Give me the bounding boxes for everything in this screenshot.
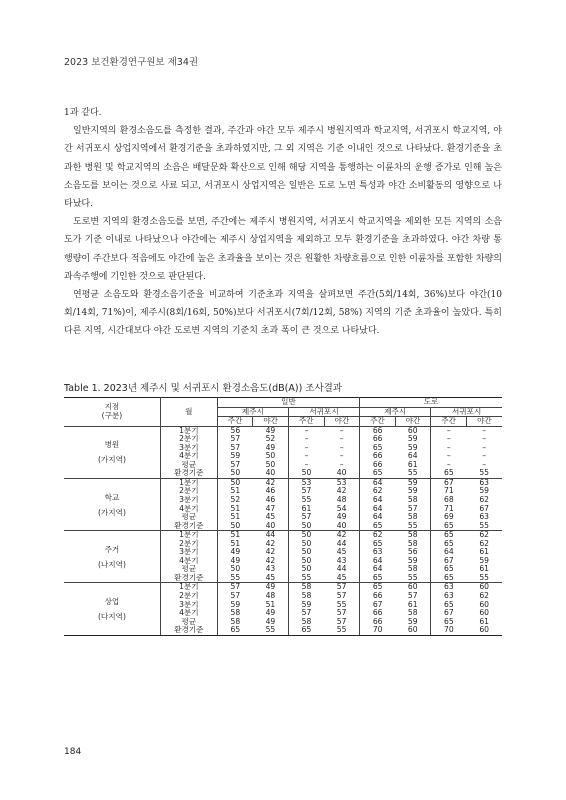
value-cell: 50 xyxy=(230,468,241,478)
value-cell: 51 xyxy=(217,531,253,540)
value-cell: 43 xyxy=(324,557,360,566)
value-cell: – xyxy=(304,442,309,452)
value-cell: 62 xyxy=(479,538,490,548)
value-cell: – xyxy=(324,435,360,444)
value-cell: 63 xyxy=(479,512,490,522)
value-cell: 50 xyxy=(230,564,241,574)
value-cell: 59 xyxy=(395,478,431,487)
region-name: 주거 xyxy=(104,544,120,554)
value-cell: – xyxy=(324,452,360,461)
value-cell: – xyxy=(466,426,502,435)
value-cell: 50 xyxy=(301,538,312,548)
value-cell: 49 xyxy=(253,609,289,618)
road-jeju-header: 제주시 xyxy=(360,407,431,417)
value-cell: 63 xyxy=(431,583,467,592)
value-cell: 67 xyxy=(479,503,490,513)
value-cell: 67 xyxy=(443,608,454,618)
value-cell: 55 xyxy=(479,572,490,582)
period-cell: 환경기준 xyxy=(160,522,217,531)
value-cell: 57 xyxy=(301,608,312,618)
value-cell: 57 xyxy=(301,512,312,522)
value-cell: 65 xyxy=(443,599,454,609)
period-cell: 4분기 xyxy=(160,557,217,566)
value-cell: 40 xyxy=(324,522,360,531)
value-cell: 42 xyxy=(253,548,289,557)
day-header: 주간 xyxy=(431,417,467,427)
value-cell: 53 xyxy=(288,478,324,487)
period-cell: 평균 xyxy=(160,513,217,522)
value-cell: 65 xyxy=(360,583,396,592)
value-cell: 55 xyxy=(479,468,490,478)
region-sub: (가지역) xyxy=(97,455,126,465)
value-cell: 55 xyxy=(324,601,360,610)
value-cell: 49 xyxy=(253,444,289,453)
value-cell: 64 xyxy=(360,478,396,487)
value-cell: 42 xyxy=(253,540,289,549)
value-cell: 53 xyxy=(324,478,360,487)
value-cell: 55 xyxy=(324,626,360,635)
value-cell: 60 xyxy=(395,426,431,435)
night-header: 야간 xyxy=(324,417,360,427)
value-cell: 59 xyxy=(230,451,241,461)
region-cell xyxy=(64,583,160,635)
value-cell: 65 xyxy=(372,520,383,530)
period-cell: 3분기 xyxy=(160,601,217,610)
period-cell: 평균 xyxy=(160,565,217,574)
value-cell: – xyxy=(482,434,487,444)
value-cell: 55 xyxy=(301,495,312,505)
period-cell: 2분기 xyxy=(160,487,217,496)
value-cell: 57 xyxy=(324,609,360,618)
paragraph: 연평균 소음도와 환경소음기준을 비교하여 기준초과 지역을 살펴보면 주간(5회/14회, 36%)보다 야간(10회/14회, 71%)이, 제주시(8회/16회, 50%)보다 서귀포시(7회/12회, 58%) 지역의 기준 초과율이 높았다. 특히 다른 지역, 시간대보다 야간 도로변 지역의 기준치 초과 폭이 큰 것으로 나타났다. xyxy=(64,290,502,337)
day-header: 주간 xyxy=(288,417,324,427)
period-cell: 평균 xyxy=(160,618,217,627)
value-cell: 58 xyxy=(395,513,431,522)
value-cell: 50 xyxy=(301,555,312,565)
region-sub: (다지역) xyxy=(97,612,126,622)
value-cell: 42 xyxy=(324,487,360,496)
period-cell: 4분기 xyxy=(160,505,217,514)
value-cell: 66 xyxy=(372,451,383,461)
value-cell: 50 xyxy=(301,564,312,574)
period-cell: 환경기준 xyxy=(160,574,217,583)
value-cell: – xyxy=(431,426,467,435)
value-cell: 64 xyxy=(395,452,431,461)
value-cell: 60 xyxy=(479,599,490,609)
value-cell: – xyxy=(482,442,487,452)
value-cell: 49 xyxy=(230,547,241,557)
period-cell: 1분기 xyxy=(160,531,217,540)
value-cell: 65 xyxy=(443,538,454,548)
value-cell: 64 xyxy=(372,512,383,522)
value-cell: 47 xyxy=(253,505,289,514)
value-cell: 57 xyxy=(395,505,431,514)
value-cell: 65 xyxy=(372,468,383,478)
value-cell: 59 xyxy=(230,599,241,609)
value-cell: 51 xyxy=(253,601,289,610)
general-header: 일반 xyxy=(217,398,359,408)
value-cell: 42 xyxy=(253,557,289,566)
value-cell: 51 xyxy=(230,538,241,548)
value-cell: 65 xyxy=(443,468,454,478)
value-cell: 58 xyxy=(230,616,241,626)
table-row xyxy=(64,426,502,435)
value-cell: 67 xyxy=(431,478,467,487)
value-cell: 50 xyxy=(217,478,253,487)
value-cell: – xyxy=(324,426,360,435)
value-cell: 49 xyxy=(324,513,360,522)
value-cell: 57 xyxy=(230,442,241,452)
value-cell: 55 xyxy=(301,572,312,582)
value-cell: 50 xyxy=(288,531,324,540)
value-cell: 59 xyxy=(301,599,312,609)
value-cell: 62 xyxy=(479,591,490,601)
period-cell: 평균 xyxy=(160,461,217,470)
value-cell: 65 xyxy=(372,572,383,582)
value-cell: 58 xyxy=(395,540,431,549)
value-cell: 58 xyxy=(301,591,312,601)
value-cell: 50 xyxy=(253,461,289,470)
period-cell: 3분기 xyxy=(160,548,217,557)
value-cell: 57 xyxy=(301,486,312,496)
value-cell: 65 xyxy=(443,564,454,574)
region-sub: (나지역) xyxy=(97,559,126,569)
general-seogwipo-header: 서귀포시 xyxy=(288,407,359,417)
running-header: 2023 보건환경연구원보 제34권 xyxy=(64,57,199,68)
value-cell: 54 xyxy=(324,505,360,514)
value-cell: 59 xyxy=(395,444,431,453)
value-cell: 55 xyxy=(230,572,241,582)
value-cell: 40 xyxy=(253,469,289,478)
month-header: 월 xyxy=(160,398,217,427)
value-cell: 62 xyxy=(372,486,383,496)
value-cell: 55 xyxy=(253,626,289,635)
value-cell: 44 xyxy=(253,531,289,540)
value-cell: 57 xyxy=(230,591,241,601)
day-header: 주간 xyxy=(360,417,396,427)
value-cell: 56 xyxy=(395,548,431,557)
period-cell: 1분기 xyxy=(160,426,217,435)
value-cell: 50 xyxy=(301,520,312,530)
value-cell: – xyxy=(446,442,451,452)
value-cell: 65 xyxy=(372,538,383,548)
night-header: 야간 xyxy=(466,417,502,427)
value-cell: 63 xyxy=(466,478,502,487)
value-cell: 58 xyxy=(395,496,431,505)
value-cell: 52 xyxy=(253,435,289,444)
value-cell: 44 xyxy=(324,565,360,574)
value-cell: 61 xyxy=(479,547,490,557)
value-cell: 70 xyxy=(431,626,467,635)
value-cell: 50 xyxy=(301,468,312,478)
value-cell: 63 xyxy=(443,591,454,601)
value-cell: 57 xyxy=(395,592,431,601)
value-cell: 68 xyxy=(443,495,454,505)
value-cell: 60 xyxy=(479,608,490,618)
period-cell: 1분기 xyxy=(160,583,217,592)
value-cell: 42 xyxy=(253,478,289,487)
region-header-label: 지점 xyxy=(104,402,120,412)
value-cell: 62 xyxy=(360,531,396,540)
value-cell: 55 xyxy=(395,469,431,478)
value-cell: 61 xyxy=(479,616,490,626)
value-cell: 71 xyxy=(443,486,454,496)
value-cell: 67 xyxy=(443,555,454,565)
value-cell: – xyxy=(304,434,309,444)
period-cell: 3분기 xyxy=(160,496,217,505)
period-cell: 4분기 xyxy=(160,452,217,461)
table-row xyxy=(64,531,502,540)
value-cell: 64 xyxy=(372,564,383,574)
value-cell: 49 xyxy=(230,555,241,565)
period-cell: 3분기 xyxy=(160,444,217,453)
value-cell: 66 xyxy=(372,591,383,601)
value-cell: 52 xyxy=(230,495,241,505)
value-cell: 50 xyxy=(230,520,241,530)
value-cell: 66 xyxy=(372,459,383,469)
region-sub: (가지역) xyxy=(97,507,126,517)
value-cell: 67 xyxy=(372,599,383,609)
period-cell: 4분기 xyxy=(160,609,217,618)
value-cell: 45 xyxy=(253,513,289,522)
value-cell: – xyxy=(304,451,309,461)
value-cell: 40 xyxy=(324,469,360,478)
table-row xyxy=(64,478,502,487)
value-cell: 57 xyxy=(324,618,360,627)
value-cell: 50 xyxy=(253,452,289,461)
night-header: 야간 xyxy=(253,417,289,427)
region-header-sub: (구분) xyxy=(101,410,123,420)
value-cell: 51 xyxy=(230,503,241,513)
value-cell: 57 xyxy=(230,434,241,444)
period-cell: 2분기 xyxy=(160,540,217,549)
value-cell: 65 xyxy=(431,531,467,540)
value-cell: 55 xyxy=(395,574,431,583)
value-cell: 45 xyxy=(253,574,289,583)
value-cell: 71 xyxy=(443,503,454,513)
value-cell: 64 xyxy=(372,555,383,565)
page-number: 184 xyxy=(64,747,82,757)
value-cell: – xyxy=(304,459,309,469)
value-cell: 64 xyxy=(372,503,383,513)
value-cell: 61 xyxy=(479,564,490,574)
general-jeju-header: 제주시 xyxy=(217,407,288,417)
region-name: 병원 xyxy=(104,440,120,450)
period-cell: 환경기준 xyxy=(160,626,217,635)
region-cell xyxy=(64,478,160,530)
value-cell: 46 xyxy=(253,496,289,505)
value-cell: 58 xyxy=(395,531,431,540)
value-cell: 66 xyxy=(372,434,383,444)
value-cell: – xyxy=(324,444,360,453)
value-cell: 60 xyxy=(466,583,502,592)
value-cell: 59 xyxy=(479,555,490,565)
value-cell: 65 xyxy=(443,520,454,530)
value-cell: 42 xyxy=(324,531,360,540)
value-cell: 66 xyxy=(360,426,396,435)
value-cell: 43 xyxy=(253,565,289,574)
period-cell: 2분기 xyxy=(160,435,217,444)
value-cell: 59 xyxy=(395,557,431,566)
value-cell: 61 xyxy=(301,503,312,513)
value-cell: – xyxy=(324,461,360,470)
region-cell xyxy=(64,426,160,478)
value-cell: 63 xyxy=(372,547,383,557)
value-cell: 69 xyxy=(443,512,454,522)
value-cell: 59 xyxy=(395,618,431,627)
value-cell: 55 xyxy=(395,522,431,531)
table-row xyxy=(64,583,502,592)
table-body xyxy=(64,426,502,635)
value-cell: 65 xyxy=(443,572,454,582)
road-seogwipo-header: 서귀포시 xyxy=(431,407,502,417)
value-cell: 61 xyxy=(395,461,431,470)
region-name: 학교 xyxy=(104,492,120,502)
noise-table xyxy=(64,397,502,636)
period-cell: 1분기 xyxy=(160,478,217,487)
value-cell: 62 xyxy=(479,495,490,505)
value-cell: 51 xyxy=(230,486,241,496)
value-cell: 65 xyxy=(288,626,324,635)
road-header: 도로 xyxy=(360,398,502,408)
day-header: 주간 xyxy=(217,417,253,427)
value-cell: 58 xyxy=(288,583,324,592)
value-cell: 49 xyxy=(253,583,289,592)
value-cell: 57 xyxy=(217,583,253,592)
value-cell: 57 xyxy=(324,592,360,601)
value-cell: 58 xyxy=(395,609,431,618)
value-cell: 57 xyxy=(324,583,360,592)
paragraph: 일반지역의 환경소음도를 측정한 결과, 주간과 야간 모두 제주시 병원지역과 학교지역, 서귀포시 학교지역, 야간 서귀포시 상업지역에서 환경기준을 초과하였지만, 그 외 지역은 기준 이내인 것으로 나타났다. 환경기준을 초과한 병원 및 학교지역의 소음은 배달문화 확산으로 인해 해당 지역을 통행하는 이륜차의 운행 증가로 인해 높은 소음도를 보이는 것으로 사료 되고, 서귀포시 상업지역은 일반은 도로 노면 특성과 야간 소비활동의 영향으로 나타났다. xyxy=(64,126,502,210)
value-cell: 58 xyxy=(395,565,431,574)
value-cell: 59 xyxy=(395,435,431,444)
region-header xyxy=(64,398,160,427)
value-cell: 59 xyxy=(395,487,431,496)
value-cell: 70 xyxy=(360,626,396,635)
night-header: 야간 xyxy=(395,417,431,427)
value-cell: 66 xyxy=(372,608,383,618)
value-cell: – xyxy=(446,459,451,469)
period-cell: 2분기 xyxy=(160,592,217,601)
value-cell: 65 xyxy=(217,626,253,635)
value-cell: 64 xyxy=(443,547,454,557)
value-cell: 45 xyxy=(324,574,360,583)
period-cell: 환경기준 xyxy=(160,469,217,478)
value-cell: 49 xyxy=(253,618,289,627)
value-cell: 55 xyxy=(479,520,490,530)
value-cell: 48 xyxy=(253,592,289,601)
table-caption: Table 1. 2023년 제주시 및 서귀포시 환경소음도(dB(A)) 조사결과 xyxy=(64,383,343,394)
paragraph: 도로변 지역의 환경소음도를 보면, 주간에는 제주시 병원지역, 서귀포시 학교지역을 제외한 모든 지역의 소음도가 기준 이내로 나타났으나 야간에는 제주시 상업지역을 제외하고 모두 환경기준을 초과하였다. 야간 차량 통행량이 주간보다 적음에도 야간에 높은 초과율을 보이는 것은 원활한 차량흐름으로 인한 이륜차를 포함한 차량의 과속주행에 기인한 것으로 판단된다. xyxy=(64,217,502,282)
value-cell: 64 xyxy=(372,495,383,505)
value-cell: 45 xyxy=(324,548,360,557)
value-cell: 59 xyxy=(479,486,490,496)
value-cell: 48 xyxy=(324,496,360,505)
region-cell xyxy=(64,531,160,583)
value-cell: 56 xyxy=(217,426,253,435)
value-cell: 66 xyxy=(372,616,383,626)
value-cell: – xyxy=(446,434,451,444)
value-cell: 65 xyxy=(372,442,383,452)
value-cell: 50 xyxy=(301,547,312,557)
value-cell: 58 xyxy=(301,616,312,626)
value-cell: – xyxy=(482,451,487,461)
value-cell: 60 xyxy=(466,626,502,635)
value-cell: – xyxy=(446,451,451,461)
value-cell: – xyxy=(288,426,324,435)
value-cell: 62 xyxy=(466,531,502,540)
value-cell: 40 xyxy=(253,522,289,531)
value-cell: 49 xyxy=(253,426,289,435)
value-cell: 57 xyxy=(230,459,241,469)
value-cell: 51 xyxy=(230,512,241,522)
value-cell: 61 xyxy=(395,601,431,610)
value-cell: 46 xyxy=(253,487,289,496)
paragraph: 1과 같다. xyxy=(64,108,102,118)
region-name: 상업 xyxy=(104,597,120,607)
value-cell: 60 xyxy=(395,626,431,635)
body-text xyxy=(64,104,502,341)
value-cell: 58 xyxy=(230,608,241,618)
value-cell: 65 xyxy=(443,616,454,626)
value-cell: – xyxy=(482,459,487,469)
value-cell: 44 xyxy=(324,540,360,549)
value-cell: 60 xyxy=(395,583,431,592)
